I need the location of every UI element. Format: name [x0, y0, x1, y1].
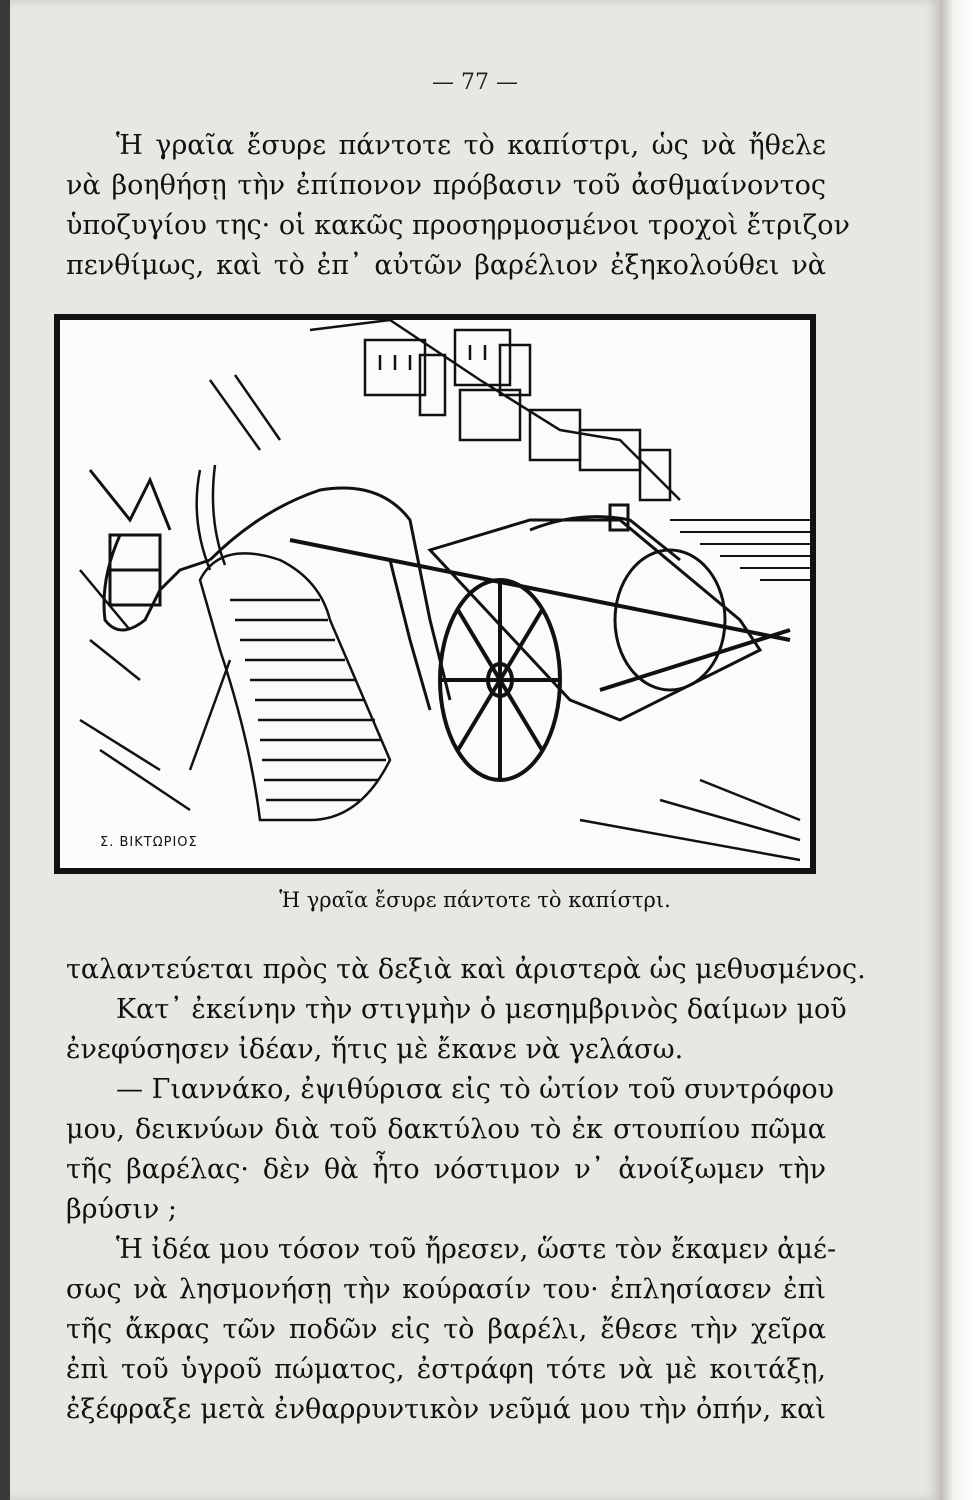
sea-lines [670, 520, 810, 580]
text-line: Ἡ ἰδέα μου τόσον τοῦ ἤρεσεν, ὥστε τὸν ἔκαμεν ἀμέ- [116, 1234, 837, 1265]
text-line: σως νὰ λησμονήσῃ τὴν κούρασίν του· ἐπλησίασεν ἐπὶ [66, 1274, 826, 1305]
text-line: ταλαντεύεται πρὸς τὰ δεξιὰ καὶ ἀριστερὰ ὡς μεθυσμένος. [66, 954, 866, 985]
text-line: ἐνεφύσησεν ἰδέαν, ἥτις μὲ ἔκανε νὰ γελάσω. [66, 1034, 684, 1065]
text-line: βρύσιν ; [66, 1194, 178, 1225]
text-line: τῆς ἄκρας τῶν ποδῶν εἰς τὸ βαρέλι, ἔθεσε τὴν χεῖρα [66, 1314, 826, 1345]
book-page [10, 0, 940, 1500]
text-line: Κατ᾽ ἐκείνην τὴν στιγμὴν ὁ μεσημβρινὸς δαίμων μοῦ [116, 994, 847, 1025]
text-line: Ἡ γραῖα ἔσυρε πάντοτε τὸ καπίστρι, ὡς νὰ ἤθελε [116, 130, 826, 161]
text-line: — Γιαννάκο, ἐψιθύρισα εἰς τὸ ὠτίον τοῦ συντρόφου [116, 1074, 835, 1105]
village-houses [310, 320, 680, 500]
figure-caption: Ἡ γραῖα ἔσυρε πάντοτε τὸ καπίστρι. [279, 888, 671, 912]
text-line: ὑποζυγίου της· οἱ κακῶς προσηρμοσμένοι τροχοὶ ἔτριζον [66, 210, 850, 241]
page-number: — 77 — [432, 70, 518, 95]
woodcut-illustration [60, 320, 810, 868]
text-line: μου, δεικνύων διὰ τοῦ δακτύλου τὸ ἐκ στουπίου πῶμα [66, 1114, 826, 1145]
cart-wheel [440, 580, 560, 780]
paragraph-top [66, 126, 850, 286]
text-line: νὰ βοηθήσῃ τὴν ἐπίπονον πρόβασιν τοῦ ἀσθμαίνοντος [66, 170, 826, 201]
text-line: πενθίμως, καὶ τὸ ἐπ᾽ αὐτῶν βαρέλιον ἐξηκολούθει νὰ [66, 250, 826, 281]
paragraph-bottom [66, 950, 866, 1430]
text-line: τῆς βαρέλας· δὲν θὰ ἦτο νόστιμον ν᾽ ἀνοίξωμεν τὴν [66, 1154, 826, 1185]
page-edge [940, 0, 974, 1500]
old-woman [190, 465, 390, 820]
donkey [90, 470, 450, 710]
text-line: ἐξέφραξε μετὰ ἐνθαρρυντικὸν νεῦμά μου τὴν ὀπήν, καὶ [66, 1394, 826, 1425]
artist-signature: Σ. ΒΙΚΤΩΡΙΟΣ [100, 835, 198, 850]
illustration [54, 314, 816, 874]
text-line: ἐπὶ τοῦ ὑγροῦ πώματος, ἐστράφη τότε νὰ μὲ κοιτάξῃ, [66, 1354, 826, 1385]
hill-hatching [80, 375, 800, 860]
